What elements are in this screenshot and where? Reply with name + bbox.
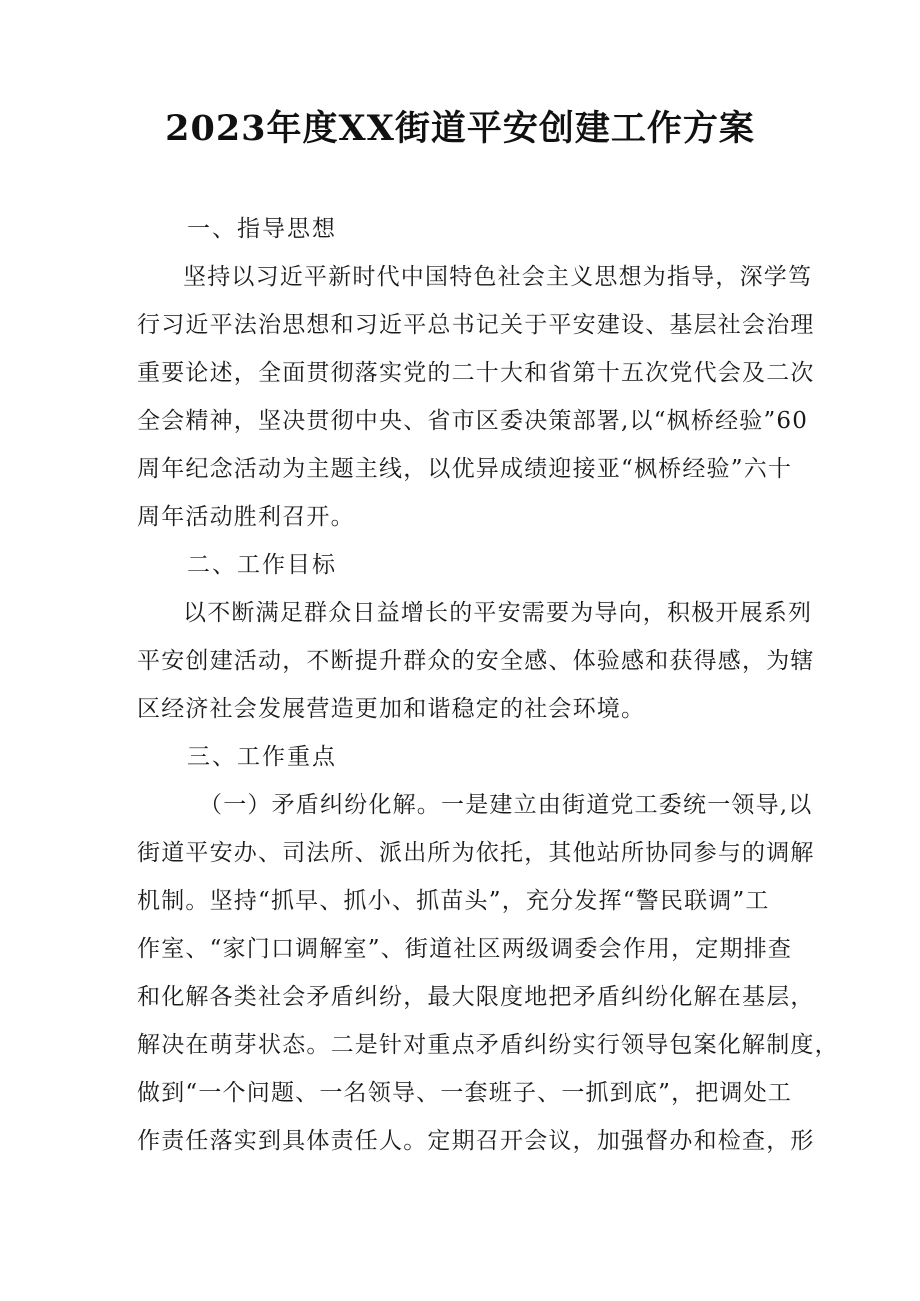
paragraph-line: 和化解各类社会矛盾纠纷，最大限度地把矛盾纠纷化解在基层， — [137, 984, 815, 1010]
document-body — [137, 205, 839, 1165]
paragraph-line: 以不断满足群众日益增长的平安需要为导向，积极开展系列 — [183, 600, 813, 626]
document-title: 2023年度XX街道平安创建工作方案 — [165, 108, 755, 149]
paragraph-line: 平安创建活动，不断提升群众的安全感、体验感和获得感，为辖 — [137, 648, 815, 674]
section-heading-work-goals: 二、工作目标 — [187, 552, 337, 578]
paragraph-line: 做到“一个问题、一名领导、一套班子、一抓到底”，把调处工 — [137, 1080, 793, 1106]
paragraph-line: 全会精神，坚决贯彻中央、省市区委决策部署,以“枫桥经验”60 — [137, 408, 809, 434]
section-heading-work-focus: 三、工作重点 — [187, 744, 337, 770]
paragraph-line: 周年纪念活动为主题主线，以优异成绩迎接亚“枫桥经验”六十 — [137, 456, 793, 482]
paragraph-line: 解决在萌芽状态。二是针对重点矛盾纠纷实行领导包案化解制度， — [137, 1032, 839, 1058]
paragraph-line: （一）矛盾纠纷化解。一是建立由街道党工委统一领导,以 — [199, 792, 813, 818]
paragraph-line: 机制。坚持“抓早、抓小、抓苗头”，充分发挥“警民联调”工 — [137, 888, 770, 914]
section-heading-guiding-ideology: 一、指导思想 — [187, 216, 337, 242]
paragraph-line: 作室、“家门口调解室”、街道社区两级调委会作用，定期排查 — [137, 936, 793, 962]
paragraph-line: 区经济社会发展营造更加和谐稳定的社会环境。 — [137, 696, 646, 722]
paragraph-line: 行习近平法治思想和习近平总书记关于平安建设、基层社会治理 — [137, 312, 815, 338]
paragraph-line: 作责任落实到具体责任人。定期召开会议，加强督办和检查，形 — [137, 1128, 815, 1154]
paragraph-line: 重要论述，全面贯彻落实党的二十大和省第十五次党代会及二次 — [137, 360, 815, 386]
paragraph-line: 街道平安办、司法所、派出所为依托，其他站所协同参与的调解 — [137, 840, 815, 866]
paragraph-line: 周年活动胜利召开。 — [137, 504, 355, 530]
paragraph-line: 坚持以习近平新时代中国特色社会主义思想为指导，深学笃 — [183, 264, 813, 290]
